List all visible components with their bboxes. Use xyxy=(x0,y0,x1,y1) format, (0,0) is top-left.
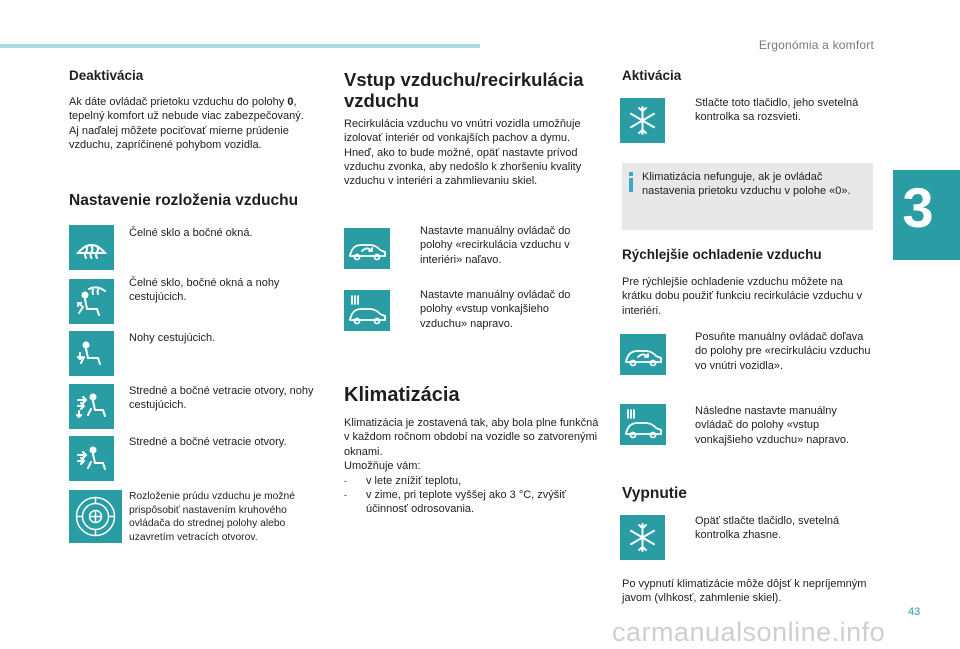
chapter-number: 3 xyxy=(902,176,934,239)
chapter-title: Ergonómia a komfort xyxy=(758,38,874,52)
page-number: 43 xyxy=(908,606,921,618)
outside-air-step: Nastavte manuálny ovládač do polohy «vstup vonkajšieho vzduchu» napravo. xyxy=(420,289,571,330)
chapter-tab xyxy=(893,170,960,260)
windshield-defrost-icon xyxy=(69,225,114,270)
recirculation-title: Vstup vzduchu/recirkulácia vzduchu xyxy=(344,69,584,111)
shutdown-title: Vypnutie xyxy=(622,485,687,502)
distribution-item-text: Čelné sklo a bočné okná. xyxy=(129,227,253,239)
distribution-item-text: Čelné sklo, bočné okná a nohy cestujúcich. xyxy=(129,277,280,304)
recirculation-text: Recirkulácia vzduchu vo vnútri vozidla umožňuje izolovať interiér od vonkajších pachov a dymu. Hneď, ako to bude možné, opäť nastavte prívod vzduchu zvonka, aby nedošlo k zhoršeniu kvality vzduchu v interiéri a zahmlievaniu skiel. xyxy=(344,118,582,188)
ac-title: Klimatizácia xyxy=(344,384,460,406)
cooling-step: Posuňte manuálny ovládač doľava do polohy pre «recirkuláciu vzduchu vo vnútri vozidla». xyxy=(695,331,871,372)
dial-icon xyxy=(69,490,122,543)
info-icon xyxy=(629,172,633,192)
feet-icon xyxy=(69,331,114,376)
recirculation-step: Nastavte manuálny ovládač do polohy «recirkulácia vzduchu v interiéri» naľavo. xyxy=(420,225,571,266)
distribution-item-text: Rozloženie prúdu vzduchu je možné prispôsobiť nastavením kruhového ovládača do strednej polohy alebo uzavretím vetracích otvorov. xyxy=(129,491,295,543)
info-box xyxy=(622,163,873,230)
activation-title: Aktivácia xyxy=(622,68,682,83)
windshield-feet-icon xyxy=(69,279,114,324)
distribution-item-text: Stredné a bočné vetracie otvory, nohy cestujúcich. xyxy=(129,385,314,412)
ac-text: Klimatizácia je zostavená tak, aby bola plne funkčná v každom ročnom období na vozidle so zatvorenými oknami. Umožňuje vám: xyxy=(344,417,599,472)
recirculation-icon xyxy=(344,228,390,269)
deactivation-text: Ak dáte ovládač prietoku vzduchu do polohy 0, tepelný komfort už nebude viac zabezpečovaný. Aj naďalej môžete pociťovať mierne prúdenie vzduchu, zapríčinené pohybom vozidla. xyxy=(69,96,304,151)
activation-step: Stlačte toto tlačidlo, jeho svetelná kontrolka sa rozsvieti. xyxy=(695,97,859,124)
shutdown-note: Po vypnutí klimatizácie môže dôjsť k nepríjemným javom (vlhkosť, zahmlenie skiel). xyxy=(622,578,867,605)
ac-list-item: - v zime, pri teplote vyššej ako 3 °C, zvýšiť účinnosť odrosovania. xyxy=(344,489,566,516)
outside-air-icon xyxy=(344,290,390,331)
distribution-title: Nastavenie rozloženia vzduchu xyxy=(69,192,299,209)
watermark: carmanualsonline.info xyxy=(612,617,886,647)
header-bar xyxy=(0,44,480,48)
info-text: Klimatizácia nefunguje, ak je ovládač nastavenia prietoku vzduchu v polohe «0». xyxy=(642,171,851,198)
recirculation-icon xyxy=(620,334,666,375)
shutdown-step: Opäť stlačte tlačidlo, svetelná kontrolka zhasne. xyxy=(695,515,840,542)
ac-button-icon xyxy=(620,515,665,560)
cooling-text: Pre rýchlejšie ochladenie vzduchu môžete na krátku dobu použiť funkciu recirkulácie vzduchu v interiéri. xyxy=(622,276,863,317)
ac-list-item: - v lete znížiť teplotu, xyxy=(344,475,462,487)
cooling-step: Následne nastavte manuálny ovládač do polohy «vstup vonkajšieho vzduchu» napravo. xyxy=(695,405,850,446)
cooling-title: Rýchlejšie ochladenie vzduchu xyxy=(622,247,822,262)
deactivation-title: Deaktivácia xyxy=(69,68,144,83)
vents-feet-icon xyxy=(69,384,114,429)
vents-icon xyxy=(69,436,114,481)
distribution-item-text: Nohy cestujúcich. xyxy=(129,332,216,344)
distribution-item-text: Stredné a bočné vetracie otvory. xyxy=(129,436,287,448)
ac-button-icon xyxy=(620,98,665,143)
outside-air-icon xyxy=(620,404,666,445)
